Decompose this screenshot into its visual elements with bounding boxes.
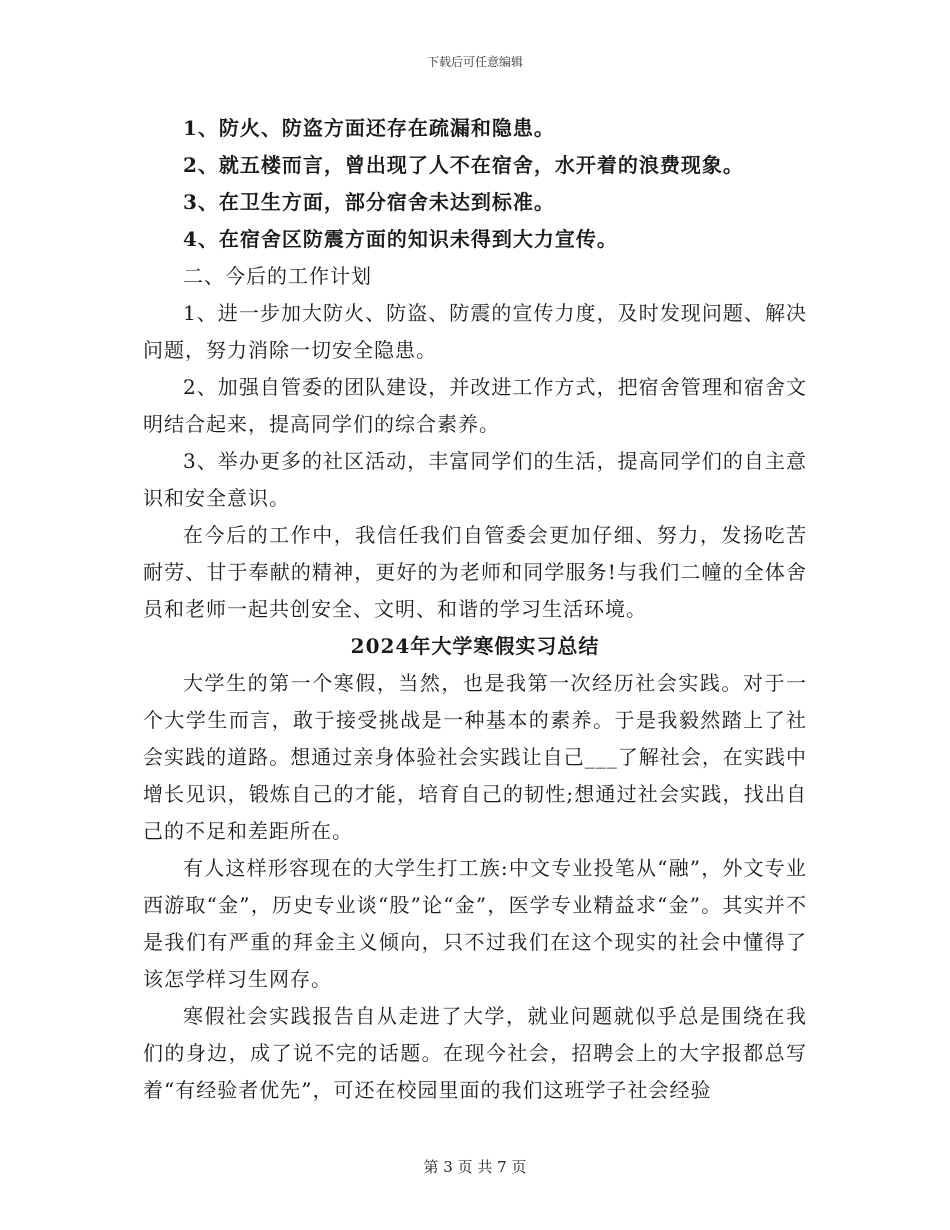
header-note: 下载后可任意编辑 xyxy=(426,55,523,69)
section-title: 2024年大学寒假实习总结 xyxy=(350,634,600,658)
plan-item-3: 3、举办更多的社区活动，丰富同学们的生活，提高同学们的自主意识和安全意识。 xyxy=(143,449,807,510)
plan-heading: 二、今后的工作计划 xyxy=(183,264,372,288)
issue-item-3: 3、在卫生方面，部分宿舍未达到标准。 xyxy=(183,190,555,214)
document-body xyxy=(143,110,807,1109)
issue-item-4: 4、在宿舍区防震方面的知识未得到大力宣传。 xyxy=(183,227,618,251)
closing-paragraph: 在今后的工作中，我信任我们自管委会更加仔细、努力，发扬吃苦耐劳、甘于奉献的精神，更好的为老师和同学服务!与我们二幢的全体舍员和老师一起共创安全、文明、和谐的学习生活环境。 xyxy=(143,523,807,621)
body-paragraph-1: 大学生的第一个寒假，当然，也是我第一次经历社会实践。对于一个大学生而言，敢于接受挑战是一种基本的素养。于是我毅然踏上了社会实践的道路。想通过亲身体验社会实践让自己___了解社会，在实践中增长见识，锻炼自己的才能，培育自己的韧性;想通过社会实践，找出自己的不足和差距所在。 xyxy=(143,671,807,843)
page-number: 第 3 页 共 7 页 xyxy=(423,1158,527,1176)
plan-item-1: 1、进一步加大防火、防盗、防震的宣传力度，及时发现问题、解决问题，努力消除一切安全隐患。 xyxy=(143,301,807,362)
issue-item-1: 1、防火、防盗方面还存在疏漏和隐患。 xyxy=(183,116,555,140)
issue-item-2: 2、就五楼而言，曾出现了人不在宿舍，水开着的浪费现象。 xyxy=(183,153,744,177)
body-paragraph-3: 寒假社会实践报告自从走进了大学，就业问题就似乎总是围绕在我们的身边，成了说不完的话题。在现今社会，招聘会上的大字报都总写着“有经验者优先”，可还在校园里面的我们这班学子社会经验 xyxy=(143,1004,807,1102)
plan-item-2: 2、加强自管委的团队建设，并改进工作方式，把宿舍管理和宿舍文明结合起来，提高同学们的综合素养。 xyxy=(143,375,807,436)
body-paragraph-2: 有人这样形容现在的大学生打工族:中文专业投笔从“融”，外文专业西游取“金”，历史专业谈“股”论“金”，医学专业精益求“金”。其实并不是我们有严重的拜金主义倾向，只不过我们在这个现实的社会中懂得了该怎学样习生网存。 xyxy=(143,856,807,991)
